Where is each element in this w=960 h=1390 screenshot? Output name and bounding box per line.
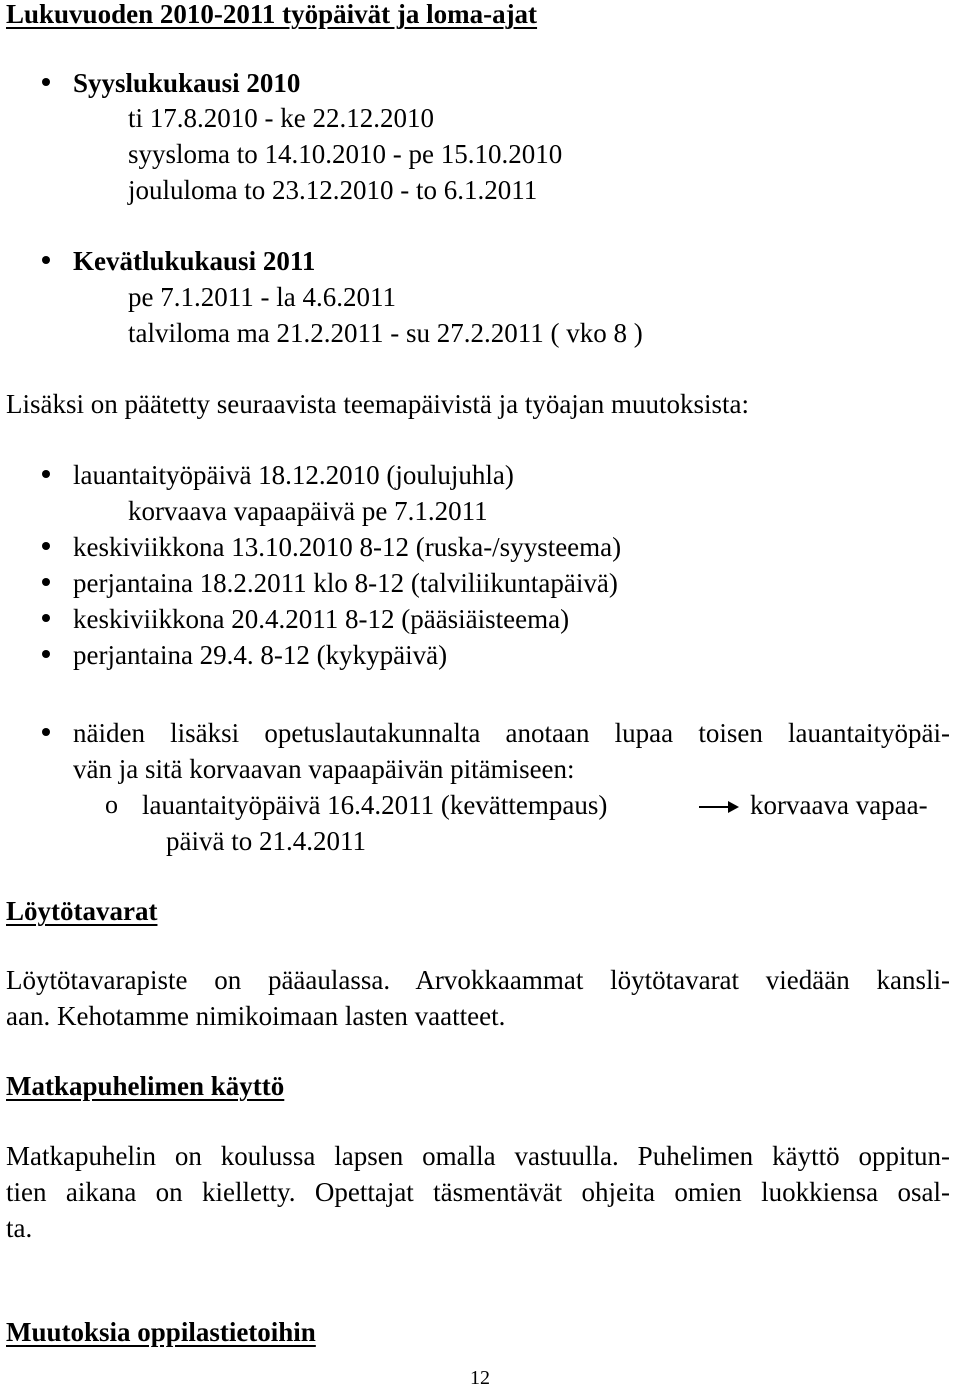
term-title: Kevätlukukausi 2011 <box>73 246 316 276</box>
term-line: talviloma ma 21.2.2011 - su 27.2.2011 ( vko 8 ) <box>128 318 643 348</box>
theme-day-item: perjantaina 29.4. 8-12 (kykypäivä) <box>73 640 448 670</box>
bullet-icon <box>42 614 50 622</box>
term-title: Syyslukukausi 2010 <box>73 68 301 98</box>
theme-day-item: perjantaina 18.2.2011 klo 8-12 (talviliikuntapäivä) <box>73 568 618 598</box>
hollow-circle-bullet-icon: o <box>105 790 118 819</box>
page-title: Lukuvuoden 2010-2011 työpäivät ja loma-ajat <box>6 0 538 29</box>
term-line: syysloma to 14.10.2010 - pe 15.10.2010 <box>128 139 563 169</box>
permission-line: vän ja sitä korvaavan vapaapäivän pitämiseen: <box>73 754 575 784</box>
mobile-heading: Matkapuhelimen käyttö <box>6 1071 285 1101</box>
theme-day-item: lauantaityöpäivä 18.12.2010 (joulujuhla) <box>73 460 514 490</box>
permission-sub-item: päivä to 21.4.2011 <box>166 826 366 856</box>
bullet-icon <box>42 542 50 550</box>
lost-found-text: Löytötavarapiste on pääaulassa. Arvokkaammat löytötavarat viedään kansli- <box>6 965 950 995</box>
mobile-text: tien aikana on kielletty. Opettajat täsmentävät ohjeita omien luokkiensa osal- <box>6 1177 950 1207</box>
theme-day-item: keskiviikkona 13.10.2010 8-12 (ruska-/syysteema) <box>73 532 622 562</box>
right-arrow-icon <box>698 800 740 814</box>
lost-found-text: aan. Kehotamme nimikoimaan lasten vaatteet. <box>6 1001 506 1031</box>
permission-sub-item-tail: korvaava vapaa- <box>750 790 928 820</box>
theme-day-item: keskiviikkona 20.4.2011 8-12 (pääsiäisteema) <box>73 604 570 634</box>
permission-line: näiden lisäksi opetuslautakunnalta anotaan lupaa toisen lauantaityöpäi- <box>73 718 950 748</box>
term-line: joululoma to 23.12.2010 - to 6.1.2011 <box>128 175 538 205</box>
lost-found-heading: Löytötavarat <box>6 896 158 926</box>
mobile-text: Matkapuhelin on koulussa lapsen omalla vastuulla. Puhelimen käyttö oppitun- <box>6 1141 950 1171</box>
student-info-heading: Muutoksia oppilastietoihin <box>6 1317 316 1347</box>
bullet-icon <box>42 256 50 264</box>
permission-sub-item: lauantaityöpäivä 16.4.2011 (kevättempaus) <box>142 790 608 820</box>
mobile-text: ta. <box>6 1213 33 1243</box>
bullet-icon <box>42 78 50 86</box>
page-number: 12 <box>470 1367 490 1389</box>
theme-day-item: korvaava vapaapäivä pe 7.1.2011 <box>128 496 488 526</box>
additional-heading: Lisäksi on päätetty seuraavista teemapäivistä ja työajan muutoksista: <box>6 389 750 419</box>
bullet-icon <box>42 728 50 736</box>
bullet-icon <box>42 578 50 586</box>
term-line: ti 17.8.2010 - ke 22.12.2010 <box>128 103 434 133</box>
term-line: pe 7.1.2011 - la 4.6.2011 <box>128 282 396 312</box>
bullet-icon <box>42 470 50 478</box>
bullet-icon <box>42 650 50 658</box>
